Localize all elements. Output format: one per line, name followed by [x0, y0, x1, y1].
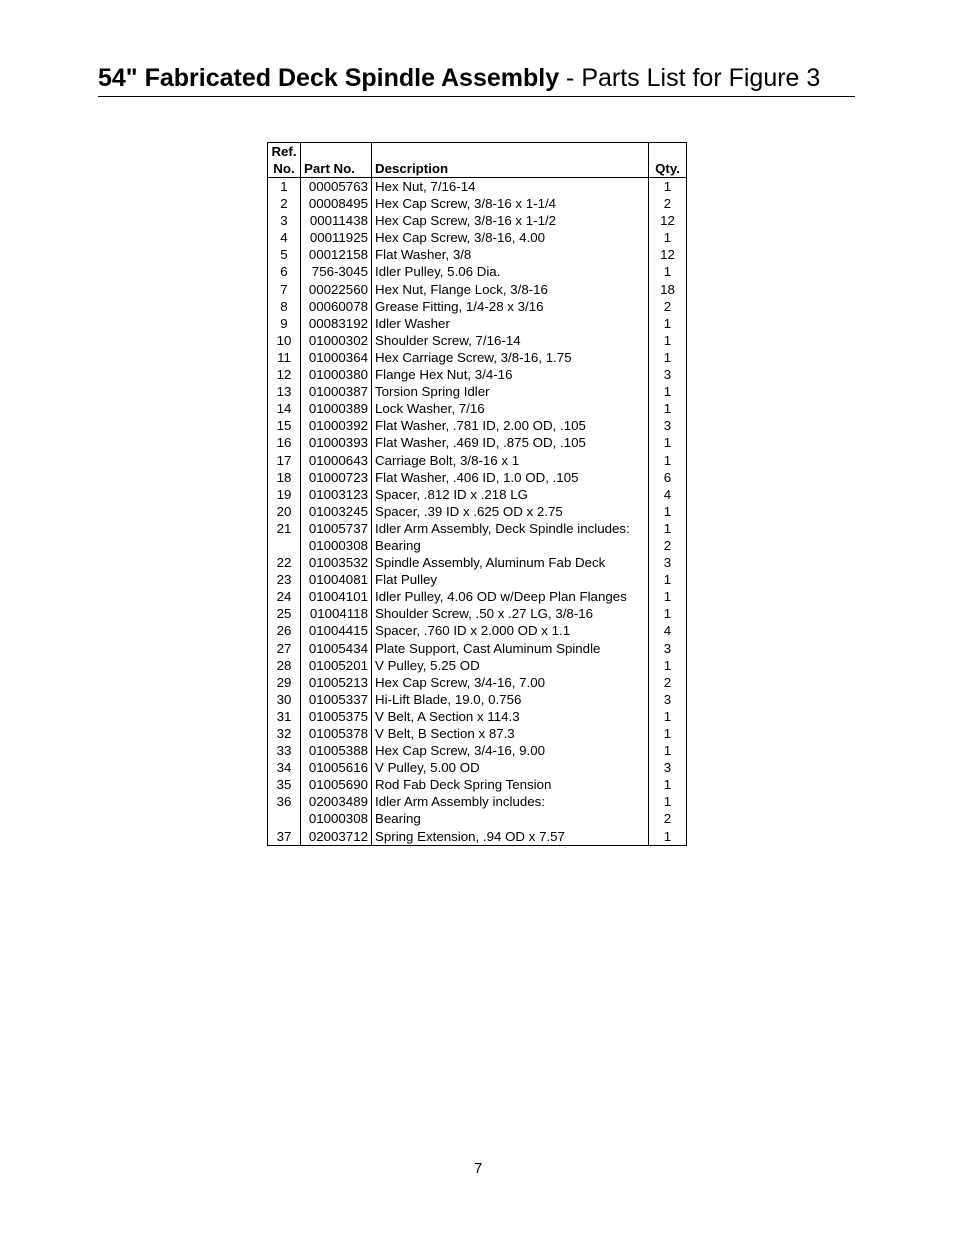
header-no-label: No. [273, 161, 295, 176]
description-cell: Hex Cap Screw, 3/4-16, 7.00 [372, 674, 649, 691]
part-no-cell: 01000308 [301, 810, 372, 827]
ref-cell: 18 [268, 469, 301, 486]
header-part-no: Part No. [301, 143, 372, 178]
part-no-cell: 01005378 [301, 725, 372, 742]
description-cell: Flat Washer, .469 ID, .875 OD, .105 [372, 434, 649, 451]
table-row [268, 229, 687, 246]
part-no-cell: 01003123 [301, 486, 372, 503]
table-row [268, 178, 687, 196]
description-cell: Bearing [372, 537, 649, 554]
qty-cell: 1 [663, 794, 672, 810]
part-no-cell: 01000723 [301, 469, 372, 486]
table-row [268, 657, 687, 674]
description-cell: V Belt, A Section x 114.3 [372, 708, 649, 725]
part-no-cell: 02003489 [301, 793, 372, 810]
qty-cell: 4 [663, 623, 672, 639]
qty-cell: 3 [663, 760, 672, 776]
table-row [268, 622, 687, 639]
part-no-cell: 00083192 [301, 315, 372, 332]
part-no-cell: 01005337 [301, 691, 372, 708]
ref-cell: 37 [268, 828, 301, 846]
ref-cell: 31 [268, 708, 301, 725]
part-no-cell: 756-3045 [301, 263, 372, 280]
part-no-cell: 01000364 [301, 349, 372, 366]
table-row [268, 742, 687, 759]
qty-cell: 1 [663, 589, 672, 605]
part-no-cell: 01004081 [301, 571, 372, 588]
ref-cell: 30 [268, 691, 301, 708]
qty-cell: 1 [663, 520, 672, 536]
table-row [268, 828, 687, 846]
qty-cell: 1 [663, 332, 672, 348]
ref-cell: 13 [268, 383, 301, 400]
table-row [268, 486, 687, 503]
ref-cell: 16 [268, 434, 301, 451]
description-cell: Hex Cap Screw, 3/8-16, 4.00 [372, 229, 649, 246]
description-cell: Hex Cap Screw, 3/8-16 x 1-1/2 [372, 212, 649, 229]
table-header-row [268, 143, 687, 178]
table-row [268, 520, 687, 537]
description-cell: Hex Nut, 7/16-14 [372, 178, 649, 196]
qty-cell: 1 [663, 401, 672, 417]
qty-cell: 1 [663, 828, 672, 844]
title-divider [98, 96, 855, 97]
part-no-cell: 01000393 [301, 434, 372, 451]
description-cell: Shoulder Screw, 7/16-14 [372, 332, 649, 349]
table-row [268, 452, 687, 469]
ref-cell: 12 [268, 366, 301, 383]
description-cell: Spindle Assembly, Aluminum Fab Deck [372, 554, 649, 571]
table-row [268, 281, 687, 298]
description-cell: Bearing [372, 810, 649, 827]
part-no-cell: 01000302 [301, 332, 372, 349]
part-no-cell: 01000308 [301, 537, 372, 554]
qty-cell: 1 [663, 264, 672, 280]
part-no-cell: 00011438 [301, 212, 372, 229]
qty-cell: 1 [663, 572, 672, 588]
page-title-bold: 54" Fabricated Deck Spindle Assembly [98, 64, 560, 92]
table-row [268, 776, 687, 793]
qty-cell: 2 [663, 674, 672, 690]
table-body [268, 178, 687, 846]
table-row [268, 417, 687, 434]
part-no-cell: 01005690 [301, 776, 372, 793]
table-row [268, 725, 687, 742]
qty-cell: 1 [663, 315, 672, 331]
description-cell: Idler Arm Assembly includes: [372, 793, 649, 810]
ref-cell: 14 [268, 400, 301, 417]
qty-cell: 1 [663, 777, 672, 793]
ref-cell: 19 [268, 486, 301, 503]
description-cell: Flat Washer, .781 ID, 2.00 OD, .105 [372, 417, 649, 434]
qty-cell: 6 [663, 469, 672, 485]
qty-cell: 4 [663, 486, 672, 502]
ref-cell: 24 [268, 588, 301, 605]
table-row [268, 503, 687, 520]
part-no-cell: 00060078 [301, 298, 372, 315]
qty-cell: 1 [663, 743, 672, 759]
qty-cell: 1 [663, 349, 672, 365]
qty-cell: 1 [663, 503, 672, 519]
qty-cell: 1 [663, 435, 672, 451]
description-cell: Hex Cap Screw, 3/4-16, 9.00 [372, 742, 649, 759]
table-row [268, 708, 687, 725]
table-row [268, 469, 687, 486]
page-number: 7 [474, 1160, 483, 1177]
qty-cell: 2 [663, 196, 672, 212]
ref-cell: 25 [268, 605, 301, 622]
description-cell: Idler Arm Assembly, Deck Spindle includes: [372, 520, 649, 537]
page-title-rest: - Parts List for Figure 3 [559, 64, 821, 92]
table-row [268, 212, 687, 229]
header-qty: Qty. [649, 143, 687, 178]
qty-cell: 1 [663, 708, 672, 724]
table-row [268, 332, 687, 349]
part-no-cell: 02003712 [301, 828, 372, 846]
part-no-cell: 01000643 [301, 452, 372, 469]
qty-cell: 12 [660, 213, 675, 229]
table-row [268, 605, 687, 622]
qty-cell: 3 [663, 367, 672, 383]
ref-cell: 17 [268, 452, 301, 469]
ref-cell: 36 [268, 793, 301, 810]
description-cell: Idler Washer [372, 315, 649, 332]
description-cell: Spacer, .812 ID x .218 LG [372, 486, 649, 503]
ref-cell: 2 [268, 195, 301, 212]
part-no-cell: 00011925 [301, 229, 372, 246]
ref-cell: 35 [268, 776, 301, 793]
ref-cell: 4 [268, 229, 301, 246]
part-no-cell: 01000392 [301, 417, 372, 434]
qty-cell: 1 [663, 230, 672, 246]
description-cell: Plate Support, Cast Aluminum Spindle [372, 640, 649, 657]
table-row [268, 315, 687, 332]
part-no-cell: 01000389 [301, 400, 372, 417]
table-row [268, 246, 687, 263]
description-cell: Idler Pulley, 4.06 OD w/Deep Plan Flanges [372, 588, 649, 605]
part-no-cell: 00005763 [301, 178, 372, 196]
ref-cell: 23 [268, 571, 301, 588]
ref-cell: 5 [268, 246, 301, 263]
description-cell: Hex Carriage Screw, 3/8-16, 1.75 [372, 349, 649, 366]
qty-cell: 2 [663, 537, 672, 553]
part-no-cell: 01005201 [301, 657, 372, 674]
description-cell: Flat Pulley [372, 571, 649, 588]
header-ref-no [268, 143, 301, 178]
ref-cell: 1 [268, 178, 301, 196]
ref-cell: 15 [268, 417, 301, 434]
ref-cell: 3 [268, 212, 301, 229]
ref-cell: 26 [268, 622, 301, 639]
parts-list-table [267, 142, 687, 846]
ref-cell: 10 [268, 332, 301, 349]
table-row [268, 298, 687, 315]
ref-cell: 29 [268, 674, 301, 691]
qty-cell: 3 [663, 640, 672, 656]
description-cell: V Pulley, 5.00 OD [372, 759, 649, 776]
table-row [268, 434, 687, 451]
qty-cell: 18 [660, 281, 675, 297]
description-cell: Hex Cap Screw, 3/8-16 x 1-1/4 [372, 195, 649, 212]
qty-cell: 1 [663, 452, 672, 468]
ref-cell: 20 [268, 503, 301, 520]
table-row [268, 640, 687, 657]
description-cell: Lock Washer, 7/16 [372, 400, 649, 417]
ref-cell [268, 537, 301, 554]
qty-cell: 12 [660, 247, 675, 263]
ref-cell [268, 810, 301, 827]
part-no-cell: 01003532 [301, 554, 372, 571]
description-cell: Hi-Lift Blade, 19.0, 0.756 [372, 691, 649, 708]
part-no-cell: 01003245 [301, 503, 372, 520]
qty-cell: 3 [663, 691, 672, 707]
qty-cell: 3 [663, 418, 672, 434]
description-cell: Flat Washer, 3/8 [372, 246, 649, 263]
description-cell: Spacer, .39 ID x .625 OD x 2.75 [372, 503, 649, 520]
table-row [268, 793, 687, 810]
table-row [268, 263, 687, 280]
qty-cell: 2 [663, 811, 672, 827]
table-row [268, 759, 687, 776]
ref-cell: 21 [268, 520, 301, 537]
description-cell: Spring Extension, .94 OD x 7.57 [372, 828, 649, 846]
part-no-cell: 01005434 [301, 640, 372, 657]
table-row [268, 537, 687, 554]
ref-cell: 22 [268, 554, 301, 571]
qty-cell: 1 [663, 384, 672, 400]
qty-cell: 1 [663, 657, 672, 673]
description-cell: Grease Fitting, 1/4-28 x 3/16 [372, 298, 649, 315]
table-row [268, 588, 687, 605]
description-cell: Hex Nut, Flange Lock, 3/8-16 [372, 281, 649, 298]
description-cell: Flat Washer, .406 ID, 1.0 OD, .105 [372, 469, 649, 486]
part-no-cell: 01000380 [301, 366, 372, 383]
description-cell: Shoulder Screw, .50 x .27 LG, 3/8-16 [372, 605, 649, 622]
ref-cell: 27 [268, 640, 301, 657]
table-row [268, 691, 687, 708]
part-no-cell: 00022560 [301, 281, 372, 298]
description-cell: V Pulley, 5.25 OD [372, 657, 649, 674]
table-row [268, 674, 687, 691]
table-row [268, 195, 687, 212]
description-cell: Spacer, .760 ID x 2.000 OD x 1.1 [372, 622, 649, 639]
part-no-cell: 01004415 [301, 622, 372, 639]
part-no-cell: 01000387 [301, 383, 372, 400]
qty-cell: 1 [663, 606, 672, 622]
description-cell: Idler Pulley, 5.06 Dia. [372, 263, 649, 280]
ref-cell: 7 [268, 281, 301, 298]
qty-cell: 2 [663, 298, 672, 314]
ref-cell: 9 [268, 315, 301, 332]
qty-cell: 1 [663, 726, 672, 741]
table-row [268, 810, 687, 827]
part-no-cell: 01005388 [301, 742, 372, 759]
qty-cell: 1 [663, 179, 672, 194]
part-no-cell: 01005213 [301, 674, 372, 691]
table-row [268, 383, 687, 400]
ref-cell: 33 [268, 742, 301, 759]
page-title [98, 62, 820, 94]
ref-cell: 28 [268, 657, 301, 674]
part-no-cell: 01005616 [301, 759, 372, 776]
table-row [268, 366, 687, 383]
part-no-cell: 01005375 [301, 708, 372, 725]
description-cell: Rod Fab Deck Spring Tension [372, 776, 649, 793]
ref-cell: 11 [268, 349, 301, 366]
description-cell: Flange Hex Nut, 3/4-16 [372, 366, 649, 383]
ref-cell: 34 [268, 759, 301, 776]
header-description: Description [372, 143, 649, 178]
table-row [268, 554, 687, 571]
qty-cell: 3 [663, 555, 672, 571]
part-no-cell: 00008495 [301, 195, 372, 212]
table-row [268, 349, 687, 366]
ref-cell: 32 [268, 725, 301, 742]
header-ref-label: Ref. [271, 144, 297, 159]
description-cell: Carriage Bolt, 3/8-16 x 1 [372, 452, 649, 469]
part-no-cell: 01005737 [301, 520, 372, 537]
part-no-cell: 01004101 [301, 588, 372, 605]
description-cell: Torsion Spring Idler [372, 383, 649, 400]
ref-cell: 8 [268, 298, 301, 315]
ref-cell: 6 [268, 263, 301, 280]
table-row [268, 571, 687, 588]
part-no-cell: 01004118 [301, 605, 372, 622]
table-row [268, 400, 687, 417]
part-no-cell: 00012158 [301, 246, 372, 263]
description-cell: V Belt, B Section x 87.3 [372, 725, 649, 742]
